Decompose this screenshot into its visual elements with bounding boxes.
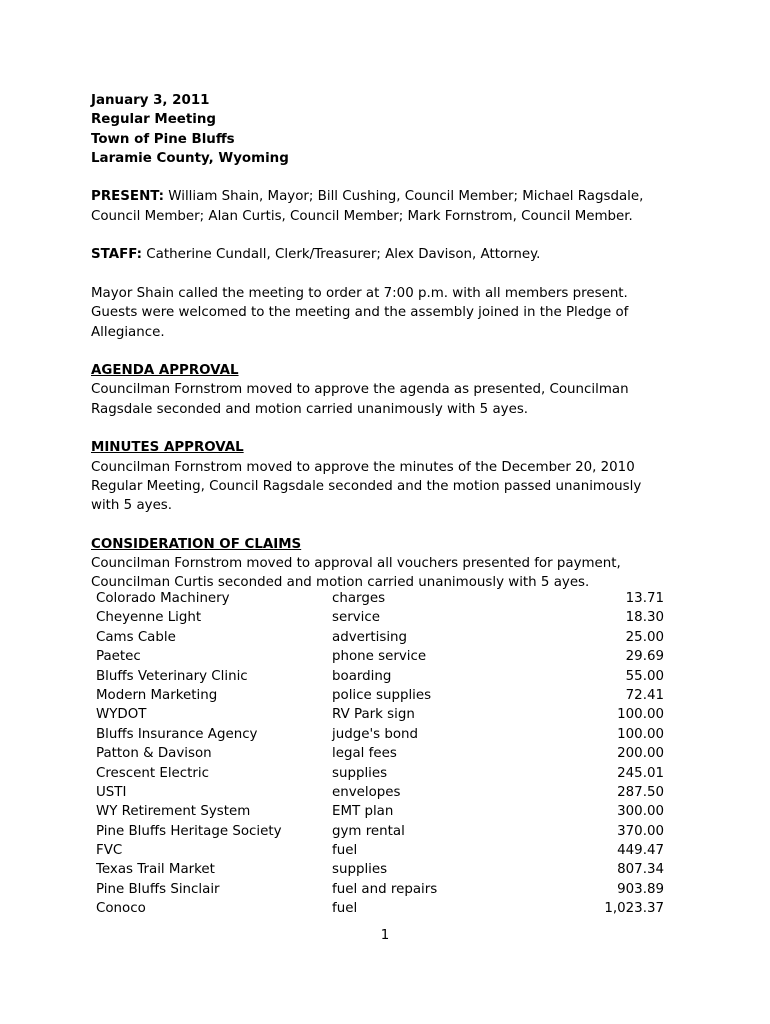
table-row bbox=[96, 899, 664, 918]
claim-amount: 200.00 bbox=[617, 746, 664, 762]
agenda-title: AGENDA APPROVAL bbox=[91, 363, 239, 379]
claim-vendor: Cams Cable bbox=[96, 629, 176, 645]
claim-amount: 13.71 bbox=[625, 591, 664, 606]
table-row bbox=[96, 725, 664, 744]
claim-vendor: Paetec bbox=[96, 649, 141, 665]
claim-amount: 55.00 bbox=[625, 668, 664, 684]
claim-description: supplies bbox=[332, 862, 388, 878]
claim-amount: 245.01 bbox=[617, 765, 664, 781]
table-row bbox=[96, 841, 664, 860]
claim-amount: 100.00 bbox=[617, 707, 664, 723]
table-row bbox=[96, 764, 664, 783]
claim-description: fuel bbox=[332, 901, 358, 917]
claim-description: charges bbox=[332, 591, 386, 606]
claim-description: fuel bbox=[332, 843, 358, 859]
claim-vendor: FVC bbox=[96, 843, 123, 859]
staff-label: STAFF: bbox=[91, 247, 143, 263]
claim-vendor: WY Retirement System bbox=[96, 804, 251, 820]
claim-amount: 18.30 bbox=[625, 610, 664, 626]
claim-description: envelopes bbox=[332, 784, 401, 800]
minutes-text: Councilman Fornstrom moved to approve the minutes of the December 20, 2010 Regular Meeting, Council Ragsdale seconded and the motion passed unanimously with 5 ayes. bbox=[91, 459, 642, 514]
claim-vendor: Bluffs Veterinary Clinic bbox=[96, 668, 248, 684]
present-text: William Shain, Mayor; Bill Cushing, Council Member; Michael Ragsdale, Council Member; Alan Curtis, Council Member; Mark Fornstrom, Council Member. bbox=[91, 189, 644, 224]
claim-description: police supplies bbox=[332, 687, 432, 703]
table-row bbox=[96, 608, 664, 627]
page-number: 1 bbox=[380, 928, 390, 943]
claims-title: CONSIDERATION OF CLAIMS bbox=[91, 536, 302, 552]
claim-vendor: Pine Bluffs Heritage Society bbox=[96, 823, 282, 839]
claim-amount: 287.50 bbox=[617, 784, 664, 800]
table-row bbox=[96, 686, 664, 705]
claim-amount: 29.69 bbox=[625, 649, 664, 665]
table-row bbox=[96, 667, 664, 686]
claim-description: RV Park sign bbox=[332, 707, 415, 723]
claim-amount: 1,023.37 bbox=[604, 901, 664, 917]
claim-vendor: USTI bbox=[96, 784, 127, 800]
claim-description: judge's bond bbox=[332, 726, 419, 742]
present-label: PRESENT: bbox=[91, 189, 165, 205]
claim-amount: 370.00 bbox=[617, 823, 664, 839]
claims-text: Councilman Fornstrom moved to approval all vouchers presented for payment, Councilman Curtis seconded and motion carried unanimously with 5 ayes. bbox=[91, 556, 621, 591]
agenda-text: Councilman Fornstrom moved to approve the agenda as presented, Councilman Ragsdale seconded and motion carried unanimously with 5 ayes. bbox=[91, 382, 629, 417]
claim-description: phone service bbox=[332, 649, 427, 665]
claim-amount: 300.00 bbox=[617, 804, 664, 820]
claim-description: gym rental bbox=[332, 823, 405, 839]
table-row bbox=[96, 880, 664, 899]
table-row bbox=[96, 589, 664, 608]
minutes-title: MINUTES APPROVAL bbox=[91, 440, 244, 456]
claim-amount: 100.00 bbox=[617, 726, 664, 742]
claims-table bbox=[96, 589, 664, 919]
table-row bbox=[96, 744, 664, 763]
claim-vendor: Conoco bbox=[96, 901, 146, 917]
claim-amount: 72.41 bbox=[625, 687, 664, 703]
staff-text: Catherine Cundall, Clerk/Treasurer; Alex Davison, Attorney. bbox=[142, 247, 541, 263]
claim-description: boarding bbox=[332, 668, 392, 684]
claim-vendor: Crescent Electric bbox=[96, 765, 209, 781]
claim-description: legal fees bbox=[332, 746, 397, 762]
claim-vendor: Pine Bluffs Sinclair bbox=[96, 881, 220, 897]
document-header bbox=[91, 91, 671, 168]
present-paragraph bbox=[91, 187, 671, 226]
claims-section bbox=[91, 535, 671, 593]
meeting-date: January 3, 2011 bbox=[91, 93, 210, 108]
staff-paragraph bbox=[91, 245, 671, 264]
table-row bbox=[96, 628, 664, 647]
table-row bbox=[96, 705, 664, 724]
claim-vendor: Texas Trail Market bbox=[96, 862, 215, 878]
claim-amount: 807.34 bbox=[617, 862, 664, 878]
claim-vendor: Cheyenne Light bbox=[96, 610, 202, 626]
claim-vendor: Bluffs Insurance Agency bbox=[96, 726, 258, 742]
table-row bbox=[96, 802, 664, 821]
claim-description: supplies bbox=[332, 765, 388, 781]
claim-vendor: Patton & Davison bbox=[96, 746, 212, 762]
claim-amount: 449.47 bbox=[617, 843, 664, 859]
table-row bbox=[96, 860, 664, 879]
county-name: Laramie County, Wyoming bbox=[91, 150, 289, 166]
claim-vendor: WYDOT bbox=[96, 707, 147, 723]
table-row bbox=[96, 647, 664, 666]
claim-amount: 903.89 bbox=[617, 881, 664, 897]
table-row bbox=[96, 783, 664, 802]
table-row bbox=[96, 822, 664, 841]
opening-paragraph: Mayor Shain called the meeting to order at 7:00 p.m. with all members present. Guests were welcomed to the meeting and the assembly joined in the Pledge of Allegiance. bbox=[91, 285, 629, 340]
claim-description: advertising bbox=[332, 629, 408, 645]
claim-amount: 25.00 bbox=[625, 629, 664, 645]
claim-description: fuel and repairs bbox=[332, 881, 438, 897]
town-name: Town of Pine Bluffs bbox=[91, 131, 235, 147]
document-body bbox=[91, 91, 671, 593]
meeting-type: Regular Meeting bbox=[91, 112, 217, 128]
claim-description: service bbox=[332, 610, 380, 626]
minutes-section bbox=[91, 438, 671, 515]
claim-description: EMT plan bbox=[332, 804, 394, 820]
agenda-section bbox=[91, 361, 671, 419]
claim-vendor: Colorado Machinery bbox=[96, 591, 230, 606]
claim-vendor: Modern Marketing bbox=[96, 687, 218, 703]
